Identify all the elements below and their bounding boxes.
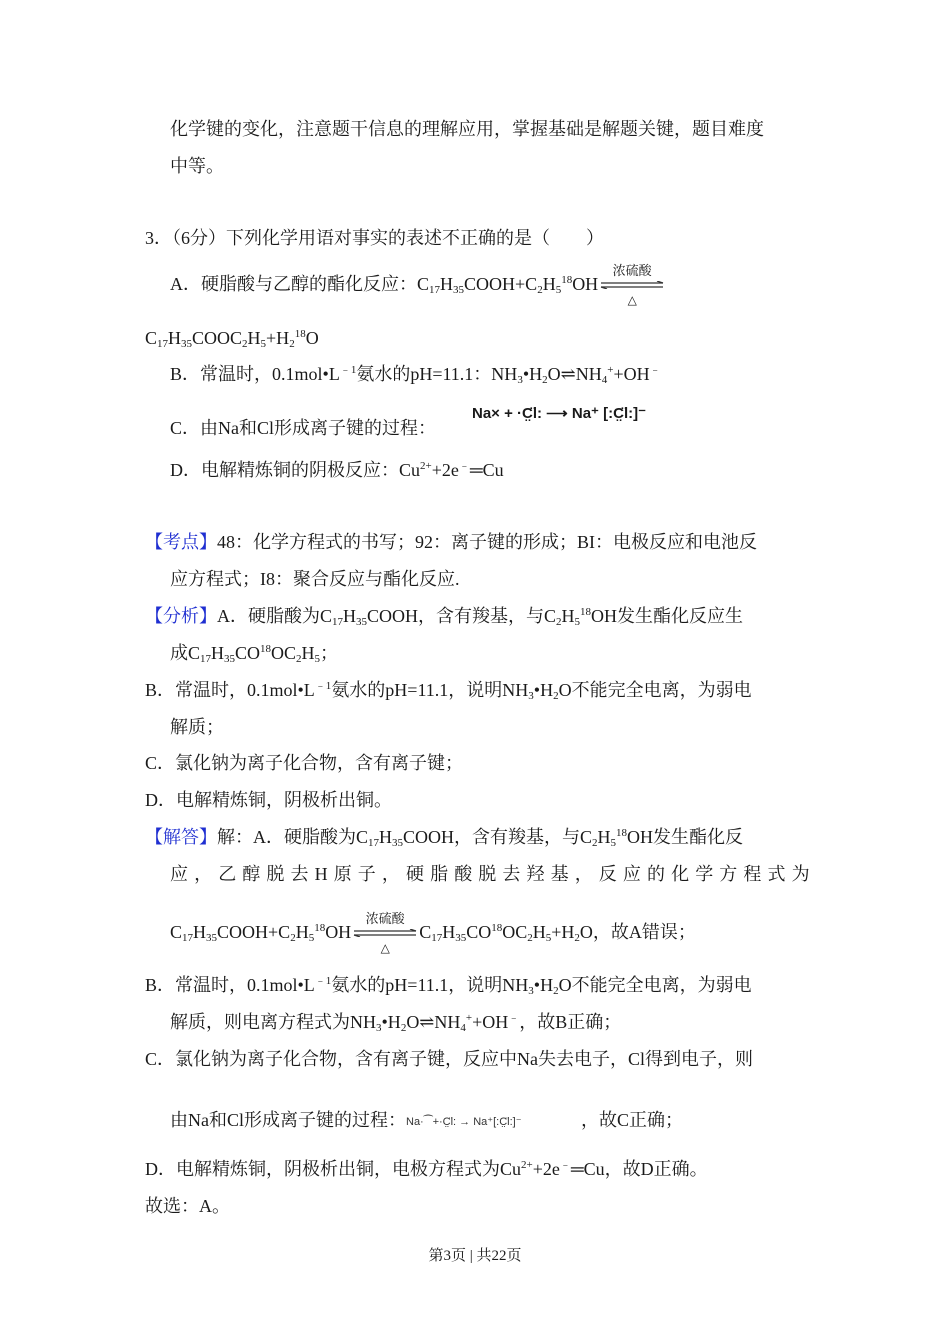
catalyst-label: 浓硫酸	[365, 911, 405, 927]
jieda-conclusion: 故选：A。	[145, 1196, 230, 1216]
jieda-a-text: 解：A．硬脂酸为$C_{17}H_{35}COOH$，含有羧基，与$C_2H_5^{18}OH$发生酯化反	[217, 827, 744, 849]
condition-label: △	[380, 940, 390, 955]
option-c	[170, 416, 436, 440]
fenxi-b-line-1: B．常温时，$0.1mol•L^{﹣1}$氨水的pH=11.1，说明$NH_3•H_2O$不能完全电离，为弱电	[145, 680, 752, 702]
option-c-label: C．	[170, 418, 201, 438]
fenxi-line-2: 成$C_{17}H_{35}CO^{18}OC_2H_5$；	[170, 643, 339, 665]
jieda-c-prefix: 由Na和Cl形成离子键的过程：	[170, 1110, 406, 1130]
jieda-line-2: 应，乙醇脱去H原子，硬脂酸脱去羟基，反应的化学方程式为	[170, 864, 816, 884]
condition-label: △	[627, 292, 637, 307]
question-stem	[145, 226, 604, 250]
option-b-text: 常温时，$0.1mol•L^{﹣1}$氨水的pH=11.1：$NH_3•H_2O\rightleftharpoons NH_4^++OH^﹣$	[200, 364, 661, 386]
option-b-label: B．	[170, 364, 201, 384]
fenxi-tag: 【分析】	[145, 606, 217, 626]
kaodian-line-2: 应方程式；I8：聚合反应与酯化反应.	[170, 569, 460, 589]
option-a-equation-left: $C_{17}H_{35}COOH+C_2H_5^{18}OH$	[417, 274, 599, 296]
kaodian-tag: 【考点】	[145, 532, 217, 552]
jieda-b-line-2: 解质，则电离方程式为$NH_3•H_2O\rightleftharpoons NH_4^++OH^﹣$，故B正确；	[170, 1012, 622, 1034]
jieda-a-conclusion: ，故A错误；	[592, 922, 696, 942]
lewis-diagram-icon: Na× + ·C̤̈l: ⟶ Na⁺ [:C̤̈l:]⁻	[472, 404, 647, 422]
option-d-equation: $Cu^{2+}+2e^﹣═Cu$	[399, 460, 504, 480]
jieda-d-line: D．电解精炼铜，阴极析出铜，电极方程式为$Cu^{2+}+2e^﹣═Cu$，故D正确。	[145, 1159, 708, 1179]
option-d-text: 电解精炼铜的阴极反应：	[201, 460, 399, 480]
fenxi-b-line-2: 解质；	[170, 717, 224, 737]
fenxi-d-line: D．电解精炼铜，阴极析出铜。	[145, 790, 392, 810]
option-a-text: 硬脂酸与乙醇的酯化反应：	[201, 274, 417, 294]
ionic-bond-diagram	[472, 400, 646, 426]
kaodian-text: 48：化学方程式的书写；92：离子键的形成；BI：电极反应和电池反	[217, 532, 757, 552]
jieda-c-conclusion: ，故C正确；	[581, 1110, 684, 1130]
kaodian-line-1	[145, 530, 757, 554]
catalyst-label: 浓硫酸	[612, 263, 652, 279]
question-text: （6分）下列化学用语对事实的表述不正确的是（ ）	[172, 228, 604, 248]
jieda-line-3	[170, 911, 696, 955]
option-c-text: 由Na和Cl形成离子键的过程：	[200, 418, 437, 438]
intro-line-1: 化学键的变化，注意题干信息的理解应用，掌握基础是解题关键，题目难度	[170, 119, 764, 139]
option-a-equation-right: $C_{17}H_{35}COOC_2H_5+H_2^{18}O$	[145, 328, 319, 350]
intro-line-2: 中等。	[170, 156, 224, 176]
jieda-line-1	[145, 825, 743, 849]
question-number: 3．	[145, 228, 172, 248]
page-footer: 第3页 | 共22页	[428, 1248, 522, 1264]
jieda-c-line-2	[170, 1108, 683, 1134]
option-a-label: A．	[170, 274, 201, 294]
lewis-diagram-small-icon: Na·⁀+·C̤̈l: → Na⁺[:C̤̈l:]⁻	[406, 1115, 522, 1128]
fenxi-c-line: C．氯化钠为离子化合物，含有离子键；	[145, 753, 464, 773]
jieda-tag: 【解答】	[145, 827, 217, 847]
jieda-equation-right: $C_{17}H_{35}CO^{18}OC_2H_5+H_2O$	[419, 922, 593, 944]
fenxi-a-text: A．硬脂酸为$C_{17}H_{35}COOH$，含有羧基，与$C_2H_5^{18}OH$发生酯化反应生	[217, 606, 744, 628]
option-b	[170, 362, 661, 386]
option-d	[170, 458, 504, 482]
reversible-arrow-icon	[599, 263, 665, 307]
fenxi-line-1	[145, 604, 743, 628]
reversible-arrow-icon	[352, 911, 418, 955]
jieda-c-line-1: C．氯化钠为离子化合物，含有离子键，反应中Na失去电子，Cl得到电子，则	[145, 1049, 753, 1069]
jieda-b-line-1: B．常温时，$0.1mol•L^{﹣1}$氨水的pH=11.1，说明$NH_3•H_2O$不能完全电离，为弱电	[145, 975, 752, 997]
option-a	[170, 263, 666, 307]
option-d-label: D．	[170, 460, 201, 480]
jieda-equation-left: $C_{17}H_{35}COOH+C_2H_5^{18}OH$	[170, 922, 352, 944]
